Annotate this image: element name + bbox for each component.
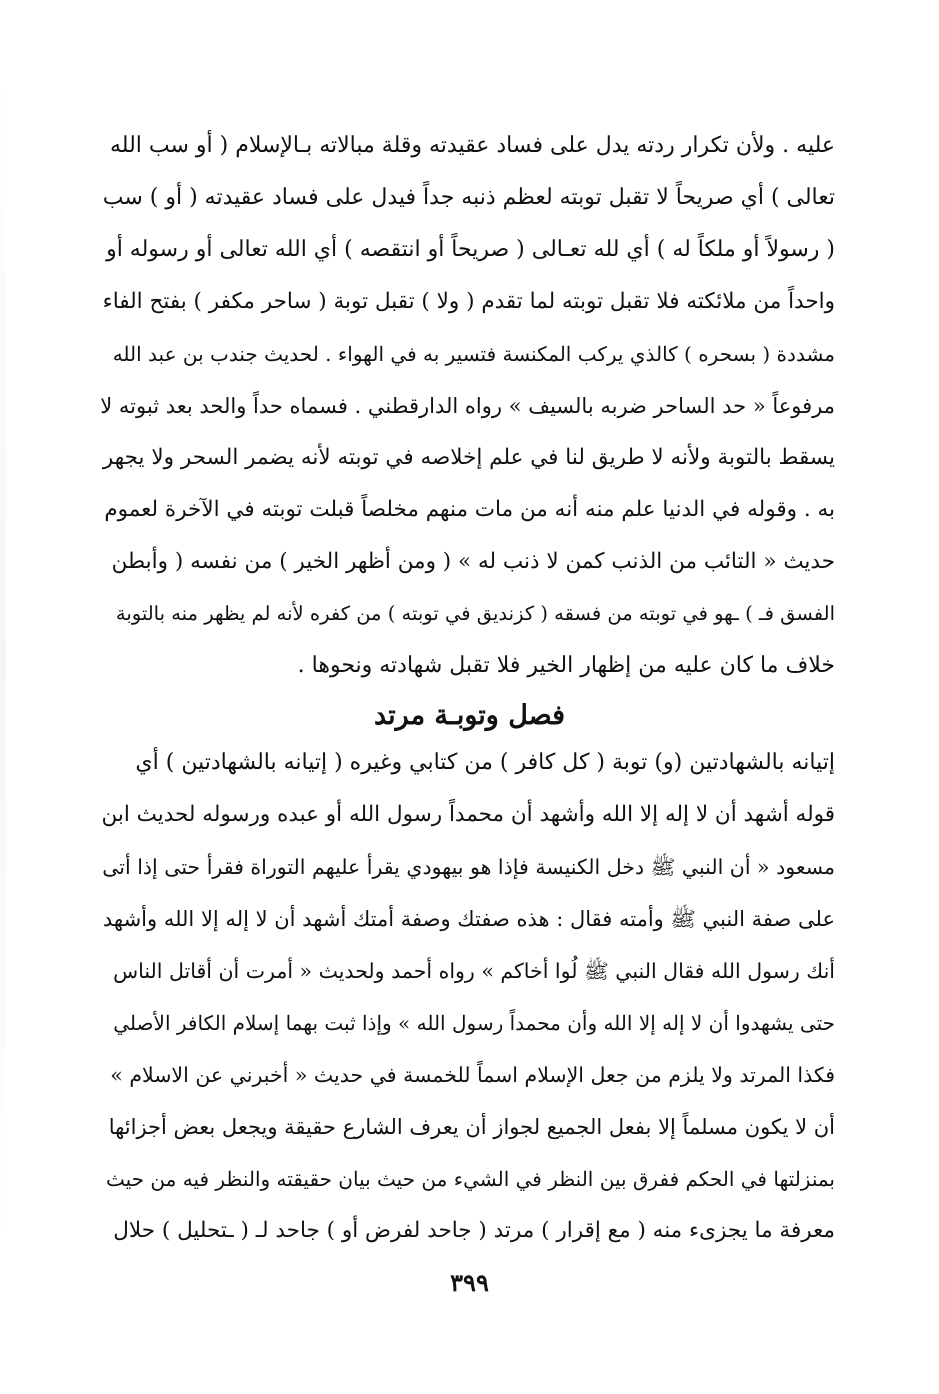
top-paragraph [100, 120, 835, 692]
text-line: مسعود « أن النبي ﷺ دخل الكنيسة فإذا هو بيهودي يقرأ عليهم التوراة فقرأ حتى إذا أتى [102, 855, 835, 879]
text-line: واحداً من ملائكته فلا تقبل توبته لما تقدم ( ولا ) تقبل توبة ( ساحر مكفر ) بفتح الفاء [102, 289, 835, 314]
text-line: تعالى ) أي صريحاً لا تقبل توبته لعظم ذنبه جداً فيدل على فساد عقيدته ( أو ) سب [102, 185, 835, 210]
text-line: مشددة ( بسحره ) كالذي يركب المكنسة فتسير به في الهواء . لحديث جندب بن عبد الله [112, 342, 835, 366]
text-line: على صفة النبي ﷺ وأمته فقال : هذه صفتك وصفة أمتك أشهد أن لا إله إلا الله وأشهد [102, 907, 835, 931]
text-line: قوله أشهد أن لا إله إلا الله وأشهد أن محمداً رسول الله أو عبده ورسوله لحديث ابن [101, 802, 835, 827]
text-line: به . وقوله في الدنيا علم منه أنه من مات منهم مخلصاً قبلت توبته في الآخرة لعموم [104, 497, 835, 522]
text-line: يسقط بالتوبة ولأنه لا طريق لنا في علم إخلاصه في توبته لأنه يضمر السحر ولا يجهر [102, 445, 835, 470]
text-line: مرفوعاً « حد الساحر ضربه بالسيف » رواه الدارقطني . فسماه حداً والحد بعد ثبوته لا [100, 394, 835, 418]
page-number: ٣٩٩ [450, 1268, 489, 1297]
text-line: خلاف ما كان عليه من إظهار الخير فلا تقبل شهادته ونحوها . [297, 653, 835, 678]
text-line: أنك رسول الله فقال النبي ﷺ لُوا أخاكم » رواه أحمد ولحديث « أمرت أن أقاتل الناس [113, 959, 835, 983]
text-line: معرفة ما يجزىء منه ( مع إقرار ) مرتد ( جاحد لفرض أو ) جاحد لـ ( ـتحليل ) حلال [113, 1218, 835, 1243]
text-line: حتى يشهدوا أن لا إله إلا الله وأن محمداً رسول الله » وإذا ثبت بهما إسلام الكافر الأصلي [113, 1011, 835, 1035]
text-line: عليه . ولأن تكرار ردته يدل على فساد عقيدته وقلة مبالاته بـالإسلام ( أو سب الله [109, 133, 835, 158]
bottom-paragraph [100, 737, 835, 1257]
scan-shadow [0, 60, 6, 1260]
text-line: حديث « التائب من الذنب كمن لا ذنب له » ( ومن أظهر الخير ) من نفسه ( وأبطن [111, 549, 835, 574]
text-line: فكذا المرتد ولا يلزم من جعل الإسلام اسماً للخمسة في حديث « أخبرني عن الاسلام » [110, 1063, 835, 1087]
text-line: إتيانه بالشهادتين (و) توبة ( كل كافر ) من كتابي وغيره ( إتيانه بالشهادتين ) أي [135, 750, 835, 775]
text-line: أن لا يكون مسلماً إلا بفعل الجميع لجواز أن يعرف الشارع حقيقة ويجعل بعض أجزائها [108, 1115, 835, 1139]
text-line: ( رسولاً أو ملكاً له ) أي لله تعـالى ( صريحاً أو انتقصه ) أي الله تعالى أو رسوله أو [106, 237, 835, 262]
section-heading: فصل وتوبـة مرتد [373, 700, 566, 731]
text-line: الفسق فـ ) ـهو في توبته من فسقه ( كزنديق في توبته ) من كفره لأنه لم يظهر منه بالتوبة [115, 602, 835, 625]
text-line: بمنزلتها في الحكم ففرق بين النظر في الشيء من حيث بيان حقيقته والنظر فيه من حيث [106, 1167, 835, 1191]
